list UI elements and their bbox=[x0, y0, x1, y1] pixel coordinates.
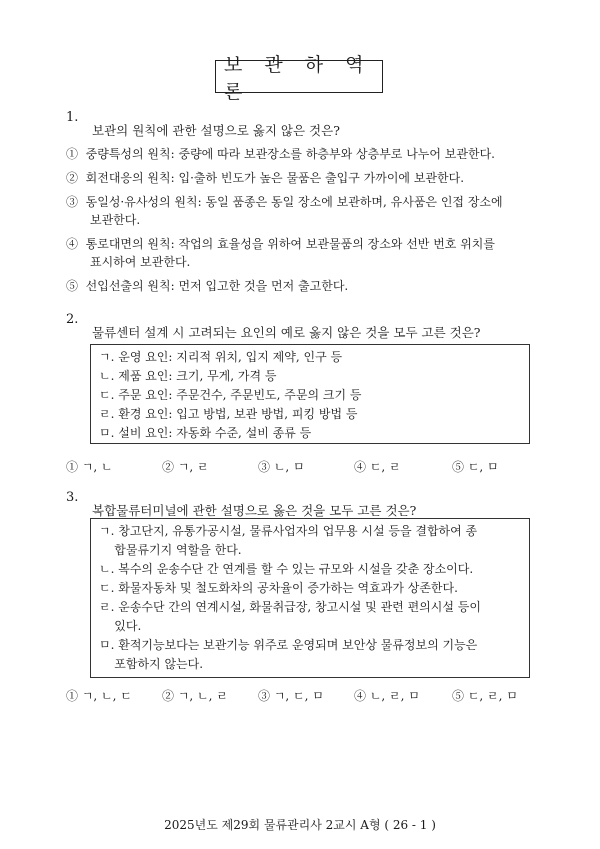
q3-choice-b: ㄴ. 복수의 운송수단 간 연계를 할 수 있는 규모와 시설을 갖춘 장소이다. bbox=[99, 562, 474, 576]
q1-option-3-cont: 보관한다. bbox=[90, 213, 141, 227]
q2-choices-box bbox=[90, 344, 530, 444]
q1-option-5: ⑤ 선입선출의 원칙: 먼저 입고한 것을 먼저 출고한다. bbox=[66, 279, 349, 293]
q1-option-1: ① 중량특성의 원칙: 중량에 따라 보관장소를 하층부와 상층부로 나누어 보관한다. bbox=[66, 147, 495, 161]
q2-answer-4: ④ ㄷ, ㄹ bbox=[354, 460, 401, 474]
q3-choices-box bbox=[90, 518, 530, 678]
q3-choice-d-cont: 있다. bbox=[99, 619, 142, 633]
q3-answer-3: ③ ㄱ, ㄷ, ㅁ bbox=[258, 689, 324, 703]
q2-answer-5: ⑤ ㄷ, ㅁ bbox=[452, 460, 499, 474]
question-2-text: 물류센터 설계 시 고려되는 요인의 예로 옳지 않은 것을 모두 고른 것은? bbox=[92, 325, 481, 340]
question-3-text: 복합물류터미널에 관한 설명으로 옳은 것을 모두 고른 것은? bbox=[92, 503, 417, 518]
q3-answer-4: ④ ㄴ, ㄹ, ㅁ bbox=[354, 689, 420, 703]
question-2-number: 2. bbox=[66, 312, 79, 327]
q2-choice-d: ㄹ. 환경 요인: 입고 방법, 보관 방법, 피킹 방법 등 bbox=[99, 407, 358, 421]
question-3-number: 3. bbox=[66, 490, 79, 505]
q2-choice-a: ㄱ. 운영 요인: 지리적 위치, 입지 제약, 인구 등 bbox=[99, 350, 343, 364]
q2-choice-c: ㄷ. 주문 요인: 주문건수, 주문빈도, 주문의 크기 등 bbox=[99, 388, 362, 402]
q3-answer-2: ② ㄱ, ㄴ, ㄹ bbox=[162, 689, 228, 703]
question-1-text: 보관의 원칙에 관한 설명으로 옳지 않은 것은? bbox=[92, 123, 340, 138]
q3-choice-a: ㄱ. 창고단지, 유통가공시설, 물류사업자의 업무용 시설 등을 결합하여 종 bbox=[99, 524, 478, 538]
q3-choice-e: ㅁ. 환적기능보다는 보관기능 위주로 운영되며 보안상 물류정보의 기능은 bbox=[99, 638, 478, 652]
q2-choice-e: ㅁ. 설비 요인: 자동화 수준, 설비 종류 등 bbox=[99, 426, 312, 440]
q3-choice-c: ㄷ. 화물자동차 및 철도화차의 공차율이 증가하는 역효과가 상존한다. bbox=[99, 581, 458, 595]
page-title: 보 관 하 역 론 bbox=[215, 60, 383, 93]
q1-option-4: ④ 통로대면의 원칙: 작업의 효율성을 위하여 보관물품의 장소와 선반 번호 위치를 bbox=[66, 237, 495, 251]
q3-choice-a-cont: 합물류기지 역할을 한다. bbox=[99, 543, 242, 557]
q3-answer-1: ① ㄱ, ㄴ, ㄷ bbox=[66, 689, 132, 703]
question-1-number: 1. bbox=[66, 110, 79, 125]
q2-answer-2: ② ㄱ, ㄹ bbox=[162, 460, 209, 474]
page-footer: 2025년도 제29회 물류관리사 2교시 A형 ( 26 - 1 ) bbox=[164, 818, 436, 832]
q3-choice-d: ㄹ. 운송수단 간의 연계시설, 화물취급장, 창고시설 및 관련 편의시설 등이 bbox=[99, 600, 481, 614]
q3-answer-5: ⑤ ㄷ, ㄹ, ㅁ bbox=[452, 689, 518, 703]
q2-answer-1: ① ㄱ, ㄴ bbox=[66, 460, 113, 474]
q3-choice-e-cont: 포함하지 않는다. bbox=[99, 657, 204, 671]
q2-choice-b: ㄴ. 제품 요인: 크기, 무게, 가격 등 bbox=[99, 369, 277, 383]
q1-option-4-cont: 표시하여 보관한다. bbox=[90, 255, 191, 269]
q2-answer-3: ③ ㄴ, ㅁ bbox=[258, 460, 305, 474]
q1-option-2: ② 회전대응의 원칙: 입·출하 빈도가 높은 물품은 출입구 가까이에 보관한다. bbox=[66, 171, 465, 185]
q1-option-3: ③ 동일성·유사성의 원칙: 동일 품종은 동일 장소에 보관하며, 유사품은 인접 장소에 bbox=[66, 195, 503, 209]
